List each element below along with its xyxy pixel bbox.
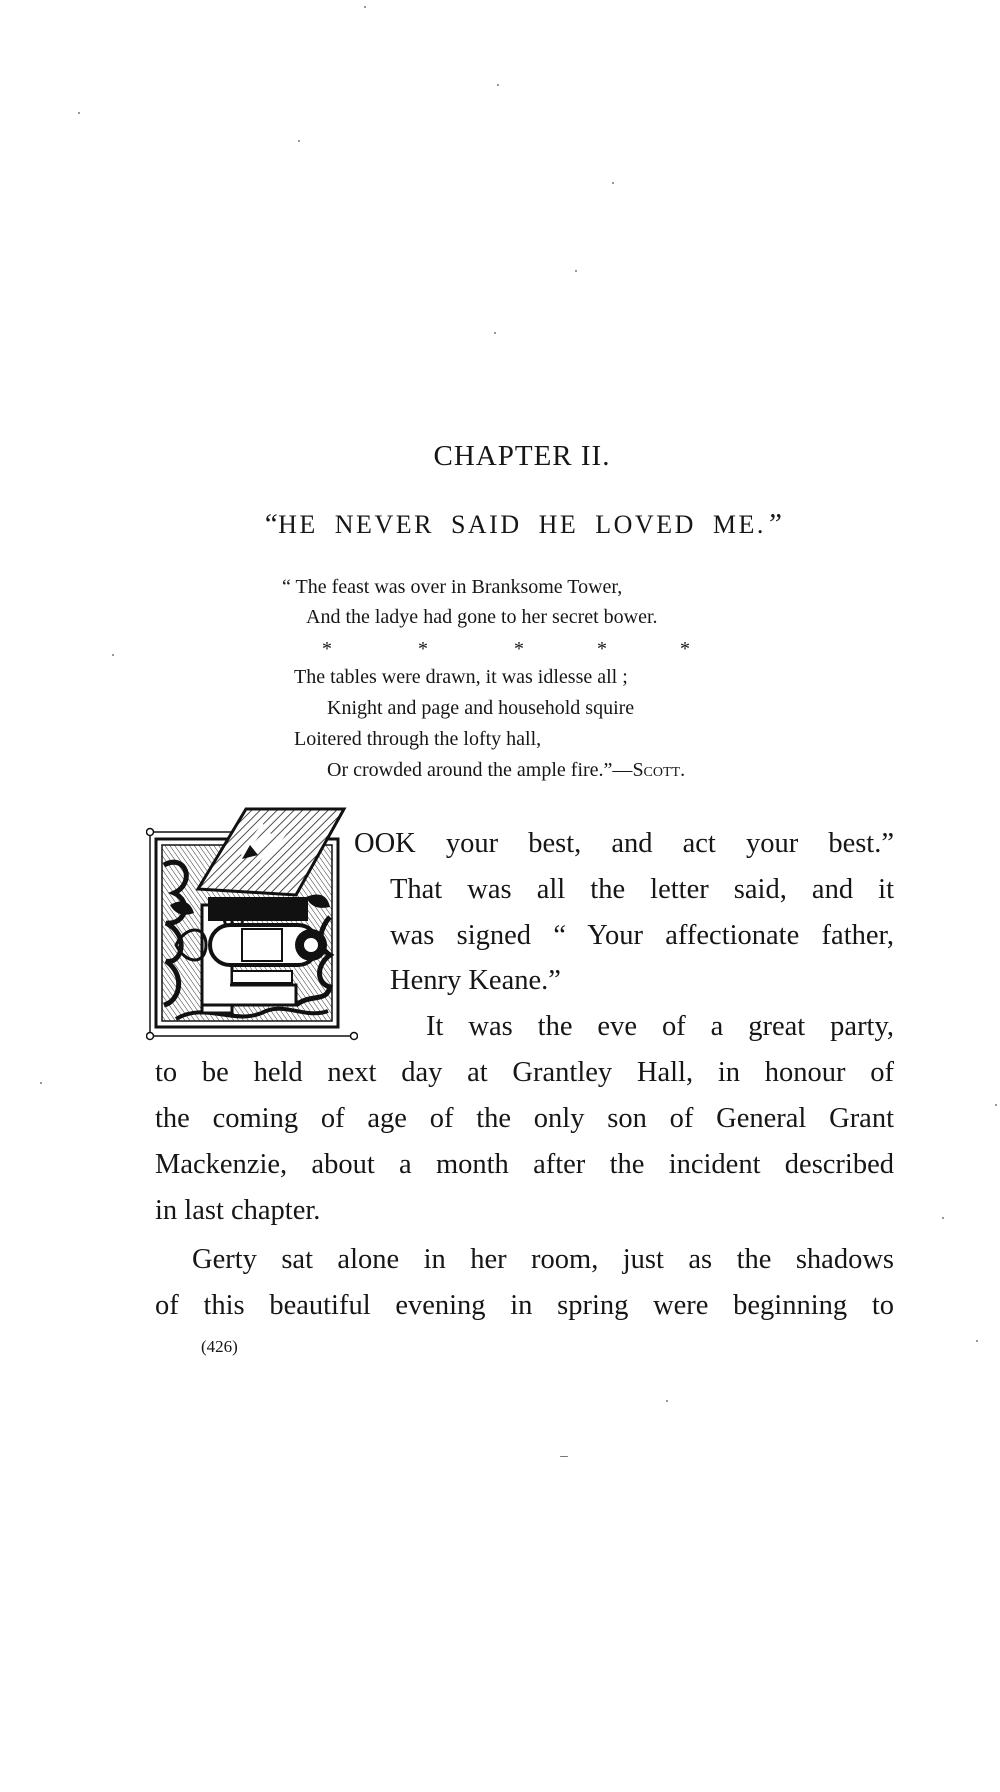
section-star: *: [680, 638, 690, 660]
scan-speck: [942, 1217, 944, 1219]
body-line: the coming of age of the only son of General Grant: [155, 1103, 894, 1134]
epigraph-line: Knight and page and household squire: [327, 697, 635, 719]
scan-speck: [40, 1082, 42, 1084]
title-open-quote: “: [261, 508, 279, 540]
section-star: *: [597, 638, 607, 660]
chapter-title-text: HE NEVER SAID HE LOVED ME.: [278, 510, 766, 539]
scan-speck: [364, 6, 366, 8]
scan-speck: [497, 84, 499, 86]
body-line: of this beautiful evening in spring were beginning to: [155, 1290, 894, 1321]
body-line: Mackenzie, about a month after the incident described: [155, 1149, 894, 1180]
scan-speck: [560, 1456, 568, 1457]
body-line: was signed “ Your affectionate father,: [390, 920, 894, 951]
body-line: to be held next day at Grantley Hall, in honour of: [155, 1057, 894, 1088]
scan-speck: [976, 1340, 978, 1342]
body-line: Henry Keane.”: [390, 965, 561, 996]
chapter-title: [0, 508, 1000, 541]
section-star: *: [418, 638, 428, 660]
epigraph-line: Loitered through the lofty hall,: [294, 728, 542, 750]
title-close-quote: ”: [765, 508, 783, 540]
epigraph-text: Or crowded around the ample fire.”—: [327, 759, 633, 781]
scan-speck: [494, 332, 496, 334]
scan-speck: [298, 140, 300, 142]
epigraph-line: And the ladye had gone to her secret bower.: [306, 606, 658, 628]
page-number: (426): [201, 1337, 238, 1356]
scan-speck: [612, 182, 614, 184]
ornamental-drop-cap-illustration: [146, 805, 358, 1041]
scan-speck: [995, 1104, 997, 1106]
body-line: OOK your best, and act your best.”: [354, 828, 894, 859]
epigraph-line: “ The feast was over in Branksome Tower,: [282, 576, 623, 598]
decorated-initial: [146, 805, 358, 1041]
body-line: That was all the letter said, and it: [390, 874, 894, 905]
scan-speck: [575, 270, 577, 272]
body-line: in last chapter.: [155, 1195, 321, 1226]
epigraph-attribution: Scott.: [632, 759, 686, 781]
section-star: *: [322, 638, 332, 660]
epigraph-line: The tables were drawn, it was idlesse all ;: [294, 666, 628, 688]
chapter-heading: CHAPTER II.: [433, 440, 611, 472]
scan-speck: [666, 1400, 668, 1402]
body-line: Gerty sat alone in her room, just as the shadows: [192, 1244, 894, 1275]
section-star: *: [514, 638, 524, 660]
scan-speck: [78, 112, 80, 114]
epigraph-section-break: [0, 638, 1000, 662]
body-line: It was the eve of a great party,: [426, 1011, 894, 1042]
epigraph-line: [327, 759, 685, 782]
